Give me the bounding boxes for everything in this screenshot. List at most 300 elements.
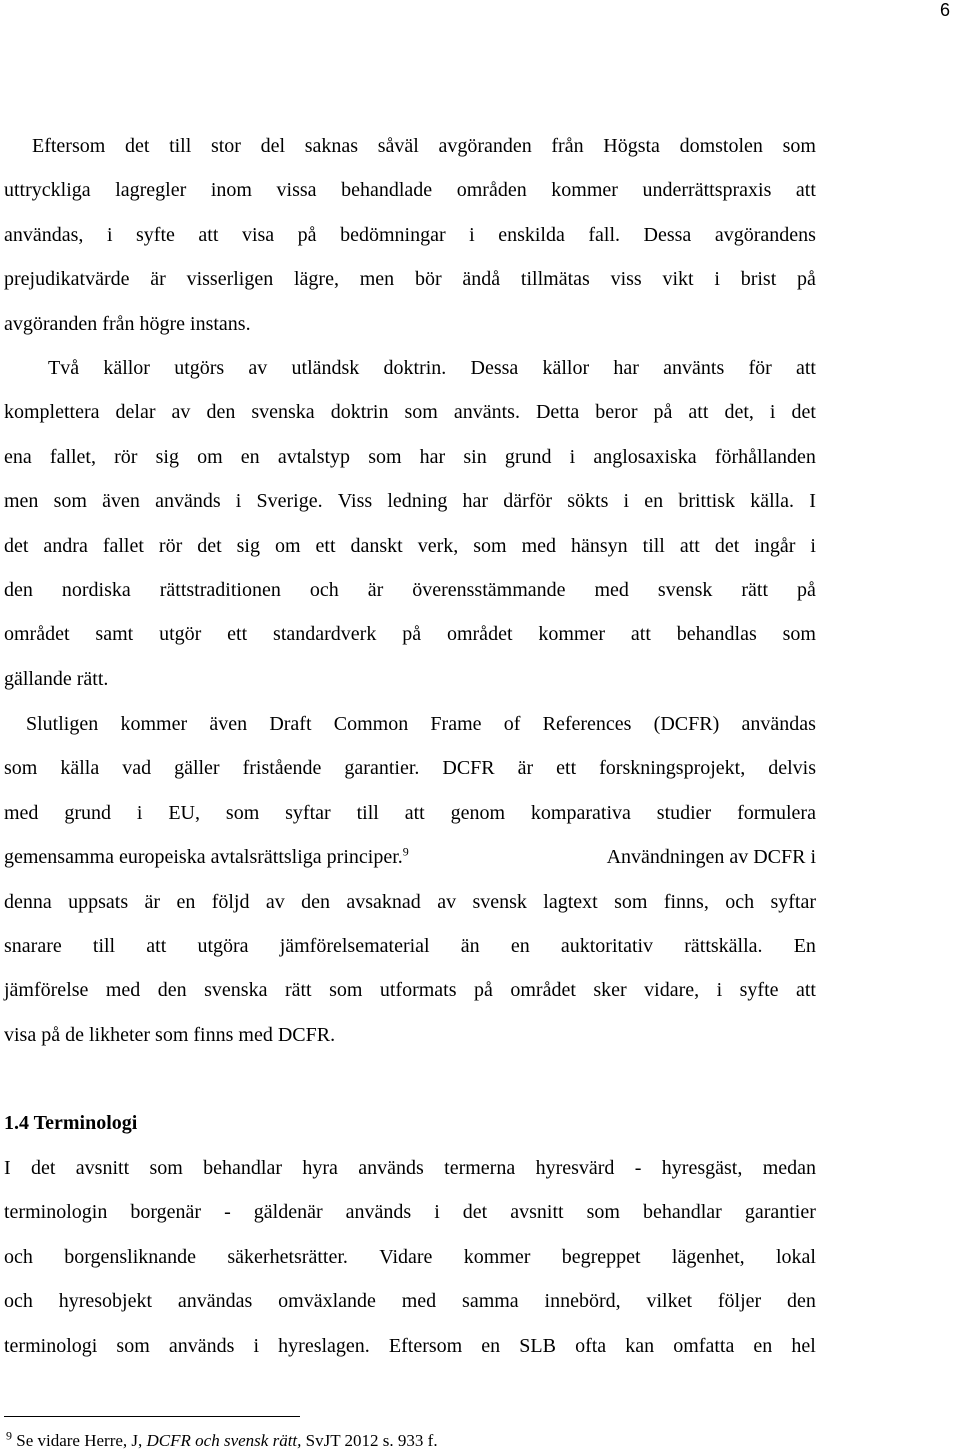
word: danskt	[350, 534, 403, 557]
word: att	[688, 401, 709, 424]
word: som	[782, 135, 816, 157]
word: komparativa	[530, 801, 631, 824]
word: som	[586, 1201, 620, 1224]
word: Viss	[337, 490, 373, 513]
word: men	[359, 268, 395, 291]
word: använts.	[453, 401, 520, 424]
word: överensstämmande	[412, 578, 566, 601]
word: i	[434, 1201, 440, 1224]
word: att	[198, 223, 219, 246]
word: ett	[227, 623, 248, 646]
word: jämförelse	[4, 979, 89, 1002]
word: att	[630, 623, 651, 646]
word: källa.	[750, 490, 795, 513]
word: som	[614, 890, 648, 913]
word: ett	[315, 534, 336, 557]
word: används	[168, 1334, 235, 1357]
word: Detta	[535, 401, 580, 424]
word: lägre,	[294, 268, 339, 291]
word: svenska	[251, 401, 315, 424]
word: att	[679, 534, 700, 557]
word: avgörandens	[714, 223, 816, 246]
word: terminologi	[4, 1334, 98, 1357]
word: anglosaxiska	[593, 445, 697, 468]
word: har	[462, 490, 489, 513]
word: av	[248, 357, 268, 379]
word: som	[4, 757, 38, 780]
word: är	[144, 890, 161, 913]
word: rätt	[741, 578, 768, 601]
text-line: gällande rätt.	[4, 667, 109, 690]
word: till	[642, 534, 665, 557]
word: komplettera	[4, 401, 100, 424]
word: som	[368, 445, 402, 468]
text-line	[4, 746, 816, 790]
word: (DCFR)	[653, 713, 720, 735]
word: hyreslagen.	[278, 1334, 370, 1357]
word: kommer	[538, 623, 606, 646]
word: i	[235, 490, 242, 513]
word: en	[510, 934, 530, 957]
word: det	[31, 1157, 56, 1179]
text-line	[4, 390, 816, 434]
word: prejudikatvärde	[4, 268, 130, 291]
word: jämförelsematerial	[279, 934, 430, 957]
word: har	[419, 445, 446, 468]
word: behandlar	[642, 1201, 722, 1224]
word: vikt	[662, 268, 694, 291]
word: är	[517, 757, 534, 780]
word: användas	[741, 713, 816, 735]
word: det	[124, 135, 150, 157]
word: genom	[450, 801, 506, 824]
text-line	[4, 168, 816, 212]
word: i	[136, 801, 143, 824]
word: i	[569, 445, 576, 468]
word: lägenhet,	[671, 1245, 745, 1268]
word: en	[240, 445, 260, 468]
word: rör	[158, 534, 183, 557]
word: En	[793, 934, 816, 957]
word: bedömningar	[340, 223, 446, 246]
word: visserligen	[186, 268, 274, 291]
word: därför	[503, 490, 553, 513]
word: DCFR	[442, 757, 495, 780]
word: samma	[462, 1290, 519, 1313]
word: användas,	[4, 223, 84, 246]
word: kommer	[463, 1245, 531, 1268]
word: References	[542, 713, 632, 735]
word: hel	[791, 1334, 816, 1357]
paragraph-4	[4, 1146, 816, 1368]
word: rättstraditionen	[159, 578, 281, 601]
word: och	[4, 1290, 33, 1313]
word: områden	[456, 179, 527, 202]
word: används	[345, 1201, 412, 1224]
word: lagregler	[115, 179, 187, 202]
paragraph-1	[4, 124, 816, 346]
word: vad	[122, 757, 152, 780]
text-line	[4, 1324, 816, 1368]
word: den	[206, 401, 236, 424]
word: brist	[740, 268, 777, 291]
paragraph-2	[4, 346, 816, 701]
word: saknas	[304, 135, 359, 157]
text-line	[4, 612, 816, 656]
word: utgörs	[174, 357, 225, 379]
word: det	[462, 1201, 488, 1224]
word: begreppet	[561, 1245, 641, 1268]
word: att	[404, 801, 425, 824]
word: Dessa	[470, 357, 519, 379]
word: delar	[115, 401, 156, 424]
word: inom	[210, 179, 252, 202]
word: Slutligen	[26, 713, 99, 735]
text-line	[4, 346, 816, 390]
word: följer	[717, 1290, 762, 1313]
word: hyra	[302, 1157, 338, 1179]
word: innebörd,	[544, 1290, 621, 1313]
word: garantier.	[344, 757, 420, 780]
word: enskilda	[498, 223, 565, 246]
word: Frame	[430, 713, 482, 735]
word: med	[521, 534, 556, 557]
word: använts	[663, 357, 725, 379]
word: att	[146, 934, 167, 957]
word: på	[297, 223, 317, 246]
text-line: visa på de likheter som finns med DCFR.	[4, 1023, 336, 1046]
word: vissa	[276, 179, 317, 202]
word: ledning	[387, 490, 448, 513]
word: till	[169, 135, 192, 157]
word: Eftersom	[388, 1334, 463, 1357]
word: kommer	[551, 179, 618, 202]
word: den	[787, 1290, 816, 1313]
footnote-title: DCFR och svensk rätt,	[146, 1431, 302, 1450]
word: att	[795, 179, 816, 202]
word: sökts	[567, 490, 609, 513]
word: avsaknad	[346, 890, 421, 913]
word: av	[265, 890, 285, 913]
word: omväxlande	[278, 1290, 376, 1313]
word: ändå	[462, 268, 501, 291]
word: på	[474, 979, 493, 1002]
word: i	[253, 1334, 260, 1357]
word: vidare,	[644, 979, 700, 1002]
word: andra	[43, 534, 88, 557]
word: avtalstyp	[277, 445, 351, 468]
text-line	[4, 968, 816, 1012]
word: EU,	[168, 801, 201, 824]
text-line: avgöranden från högre instans.	[4, 312, 251, 335]
text-line	[4, 1190, 816, 1234]
word: syfte	[136, 223, 175, 246]
text-line	[4, 568, 816, 612]
word: som	[473, 534, 507, 557]
word: viss	[610, 268, 642, 291]
word: uppsats	[68, 890, 129, 913]
word: rör	[114, 445, 138, 468]
word: delvis	[768, 757, 816, 780]
word: som	[116, 1334, 150, 1357]
word: domstolen	[679, 135, 763, 157]
word: utgör	[159, 623, 202, 646]
word: till	[356, 801, 379, 824]
word: källa	[60, 757, 100, 780]
word: i	[623, 490, 630, 513]
word: del	[260, 135, 286, 157]
word: utländsk	[291, 357, 360, 379]
word: behandlas	[676, 623, 757, 646]
word: Högsta	[603, 135, 660, 157]
word: studier	[656, 801, 712, 824]
word: Draft	[269, 713, 312, 735]
text-line	[4, 213, 816, 257]
word: en	[176, 890, 196, 913]
word: i	[469, 223, 475, 246]
word: of	[503, 713, 521, 735]
word: ofta	[575, 1334, 607, 1357]
word: den	[157, 979, 187, 1002]
word: garantier	[744, 1201, 816, 1224]
word: om	[197, 445, 223, 468]
footnote-reference: 9	[402, 844, 409, 859]
word: forskningsprojekt,	[599, 757, 746, 780]
text-line	[4, 479, 816, 523]
word: lagtext	[543, 890, 598, 913]
word: denna	[4, 890, 52, 913]
section-heading: 1.4 Terminologi	[4, 1112, 138, 1134]
word: sig	[155, 445, 179, 468]
word: förhållanden	[714, 445, 816, 468]
word: omfatta	[673, 1334, 735, 1357]
word: grund	[504, 445, 552, 468]
word: I	[4, 1157, 11, 1179]
word: snarare	[4, 934, 62, 957]
word: men	[4, 490, 39, 513]
word: och	[309, 578, 339, 601]
text-line	[4, 124, 816, 168]
word: i	[769, 401, 776, 424]
word: med	[105, 979, 141, 1002]
word: uttryckliga	[4, 179, 91, 202]
footnote-suffix: SvJT 2012 s. 933 f.	[305, 1431, 438, 1450]
word: har	[613, 357, 639, 379]
page-number: 6	[939, 0, 950, 20]
word: Dessa	[643, 223, 692, 246]
word: nordiska	[61, 578, 131, 601]
word: I	[809, 490, 816, 513]
word: med	[594, 578, 629, 601]
text-line	[4, 880, 816, 924]
word: den	[4, 578, 33, 601]
word: till	[92, 934, 116, 957]
word: användas	[177, 1290, 253, 1313]
word: det	[197, 534, 222, 557]
word: med	[401, 1290, 437, 1313]
word: att	[796, 357, 816, 379]
word: formulera	[737, 801, 816, 824]
word: i	[106, 223, 113, 246]
word: hänsyn	[570, 534, 628, 557]
word: -	[224, 1201, 231, 1224]
text-line	[4, 435, 816, 479]
word: tillmätas	[520, 268, 590, 291]
word: som	[782, 623, 816, 646]
word: avsnitt	[510, 1201, 564, 1224]
line-part	[4, 835, 409, 879]
word: även	[102, 490, 140, 513]
word: på	[796, 578, 816, 601]
word: som	[149, 1157, 183, 1179]
footnote	[6, 1430, 438, 1452]
word: utgöra	[197, 934, 249, 957]
word: verk,	[417, 534, 459, 557]
footnote-prefix: Se vidare Herre, J,	[16, 1431, 143, 1450]
word: lokal	[776, 1245, 816, 1268]
word: än	[460, 934, 480, 957]
word: det	[4, 534, 29, 557]
word: som	[329, 979, 363, 1002]
word: avsnitt	[75, 1157, 130, 1179]
text-line	[4, 791, 816, 835]
word: gäldenär	[253, 1201, 323, 1224]
footnote-divider	[4, 1416, 300, 1417]
text-line	[4, 702, 816, 746]
word: en	[481, 1334, 501, 1357]
word: hyresobjekt	[58, 1290, 153, 1313]
word: utformats	[379, 979, 457, 1002]
word: används	[358, 1157, 424, 1179]
word: avgöranden	[438, 135, 532, 157]
word: en	[644, 490, 664, 513]
word: bör	[414, 268, 442, 291]
word: fall.	[588, 223, 621, 246]
text-line	[4, 924, 816, 968]
word: Vidare	[379, 1245, 433, 1268]
text-line	[4, 1279, 816, 1323]
word: sig	[236, 534, 260, 557]
word: sker	[593, 979, 627, 1002]
word: svensk	[472, 890, 527, 913]
text-line	[4, 1235, 816, 1279]
word: rättskälla.	[684, 934, 763, 957]
word: fristående	[242, 757, 322, 780]
word: och	[4, 1245, 33, 1268]
word: såväl	[377, 135, 419, 157]
word: grund	[64, 801, 111, 824]
word: visa	[241, 223, 275, 246]
word: som	[404, 401, 438, 424]
word: i	[714, 268, 720, 291]
word: området	[4, 623, 70, 646]
word: beror	[595, 401, 638, 424]
word: stor	[210, 135, 241, 157]
word: med	[4, 801, 39, 824]
word: -	[634, 1157, 642, 1179]
line-part: Användningen av DCFR i	[606, 846, 816, 869]
word: standardverk	[273, 623, 377, 646]
word: Två	[48, 357, 80, 379]
word: det,	[724, 401, 754, 424]
word: syftar	[770, 890, 816, 913]
word: rätt	[284, 979, 312, 1002]
word: den	[301, 890, 331, 913]
word: svenska	[204, 979, 268, 1002]
word: sin	[463, 445, 487, 468]
word: säkerhetsrätter.	[227, 1245, 348, 1268]
word: om	[274, 534, 301, 557]
word: terminologin	[4, 1201, 108, 1224]
word: området	[446, 623, 513, 646]
word: behandlar	[203, 1157, 283, 1179]
text-line	[4, 524, 816, 568]
word: auktoritativ	[560, 934, 654, 957]
word: syftar	[285, 801, 331, 824]
word: doktrin.	[383, 357, 447, 379]
paragraph-3	[4, 702, 816, 1057]
word: det	[791, 401, 816, 424]
word: behandlade	[341, 179, 433, 202]
word: doktrin	[330, 401, 389, 424]
word: fallet,	[49, 445, 96, 468]
word: ena	[4, 445, 32, 468]
word: kan	[625, 1334, 655, 1357]
line-text: gemensamma europeiska avtalsrättsliga principer.	[4, 846, 403, 869]
word: källor	[103, 357, 150, 379]
word: samt	[95, 623, 134, 646]
word: i	[810, 534, 816, 557]
word: följd	[211, 890, 250, 913]
word: termerna	[444, 1157, 516, 1179]
word: underrättspraxis	[642, 179, 772, 202]
word: av	[171, 401, 191, 424]
word: vilket	[646, 1290, 693, 1313]
word: borgenär	[130, 1201, 202, 1224]
text-line-with-footnote	[4, 835, 816, 879]
footnote-number: 9	[6, 1428, 12, 1443]
word: och	[725, 890, 755, 913]
word: är	[150, 268, 166, 291]
word: området	[510, 979, 576, 1002]
word: som	[53, 490, 87, 513]
word: borgensliknande	[64, 1245, 197, 1268]
word: svensk	[657, 578, 713, 601]
word: SLB	[519, 1334, 556, 1357]
word: fallet	[102, 534, 144, 557]
word: medan	[762, 1157, 816, 1179]
word: för	[748, 357, 772, 379]
word: källor	[542, 357, 590, 379]
word: en	[753, 1334, 773, 1357]
word: som	[225, 801, 260, 824]
word: Eftersom	[32, 135, 106, 157]
word: på	[402, 623, 422, 646]
word: det	[714, 534, 740, 557]
word: hyresvärd	[535, 1157, 615, 1179]
word: på	[653, 401, 673, 424]
word: Sverige.	[256, 490, 323, 513]
word: på	[797, 268, 816, 291]
word: Common	[333, 713, 409, 735]
word: finns,	[663, 890, 709, 913]
word: hyresgäst,	[661, 1157, 743, 1179]
word: används	[155, 490, 221, 513]
word: av	[437, 890, 457, 913]
word: ett	[556, 757, 577, 780]
text-line	[4, 1146, 816, 1190]
word: ingår	[754, 534, 796, 557]
